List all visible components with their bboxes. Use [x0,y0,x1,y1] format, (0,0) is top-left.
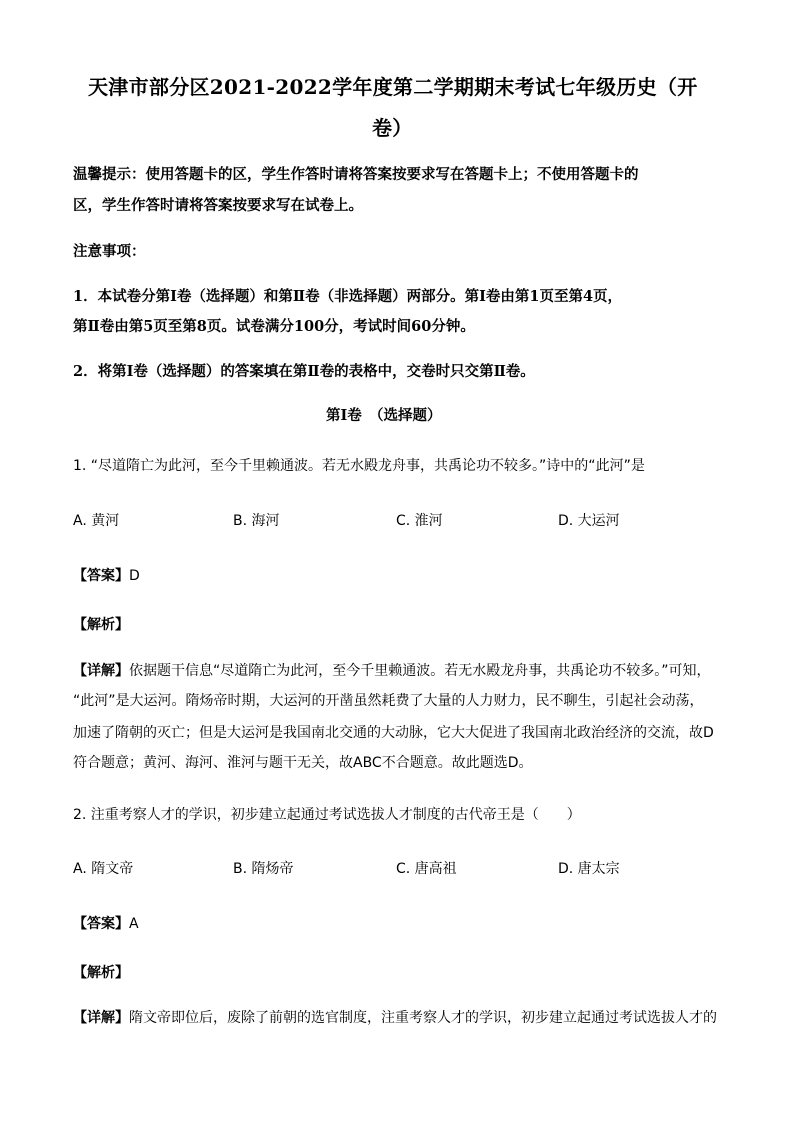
question-1-analysis-tag: 【解析】 [73,617,129,633]
question-2-option-b: B. 隋炀帝 [233,861,294,877]
detail-tag: 【详解】 [73,663,129,679]
answer-value: A [129,916,139,932]
question-2-answer [73,913,139,933]
detail-text: 隋文帝即位后，废除了前朝的选官制度，注重考察人才的学识，初步建立起通过考试选拔人才的 [129,1010,717,1026]
question-1-stem: 1. “尽道隋亡为此河，至今千里赖通波。若无水殿龙舟事，共禹论功不较多。”诗中的“此河”是 [73,458,645,474]
instruction-item1-line2: 第Ⅱ卷由第5页至第8页。试卷满分100分，考试时间60分钟。 [73,318,475,335]
instructions-heading: 注意事项： [73,243,146,260]
answer-value: D [129,568,140,584]
instruction-item2: 2．将第Ⅰ卷（选择题）的答案填在第Ⅱ卷的表格中，交卷时只交第Ⅱ卷。 [73,363,535,380]
question-2-option-d: D. 唐太宗 [558,861,620,877]
question-1-option-c: C. 淮河 [396,513,443,529]
notice-line1: 温馨提示：使用答题卡的区，学生作答时请将答案按要求写在答题卡上；不使用答题卡的 [73,166,639,183]
question-1-detail-line1 [73,660,711,680]
question-1-option-d: D. 大运河 [558,513,620,529]
question-1-answer [73,565,140,585]
answer-tag: 【答案】 [73,568,129,584]
document-title-line2: 卷） [372,116,413,140]
section-title: 第Ⅰ卷 （选择题） [326,407,442,424]
instruction-item1-line1: 1．本试卷分第Ⅰ卷（选择题）和第Ⅱ卷（非选择题）两部分。第Ⅰ卷由第1页至第4页， [73,288,623,305]
detail-text: 依据题干信息“尽道隋亡为此河，至今千里赖通波。若无水殿龙舟事，共禹论功不较多。”可知， [129,663,711,679]
answer-tag: 【答案】 [73,916,129,932]
document-title-line1: 天津市部分区2021-2022学年度第二学期期末考试七年级历史（开 [88,75,698,99]
question-1-detail-line3: 加速了隋朝的灭亡；但是大运河是我国南北交通的大动脉，它大大促进了我国南北政治经济的交流，故D [73,725,714,741]
detail-tag: 【详解】 [73,1010,129,1026]
question-2-stem: 2. 注重考察人才的学识，初步建立起通过考试选拔人才制度的古代帝王是（ ） [73,807,581,823]
question-2-option-c: C. 唐高祖 [396,861,457,877]
question-1-option-a: A. 黄河 [73,513,120,529]
question-2-analysis-tag: 【解析】 [73,965,129,981]
question-2-option-a: A. 隋文帝 [73,861,134,877]
question-1-option-b: B. 海河 [233,513,280,529]
question-1-detail-line4: 符合题意；黄河、海河、淮河与题干无关，故ABC不合题意。故此题选D。 [73,755,533,771]
notice-line2: 区，学生作答时请将答案按要求写在试卷上。 [73,197,363,214]
question-2-detail-line1 [73,1007,717,1027]
question-1-detail-line2: “此河”是大运河。隋炀帝时期，大运河的开凿虽然耗费了大量的人力财力，民不聊生，引起社会动荡， [73,693,704,709]
